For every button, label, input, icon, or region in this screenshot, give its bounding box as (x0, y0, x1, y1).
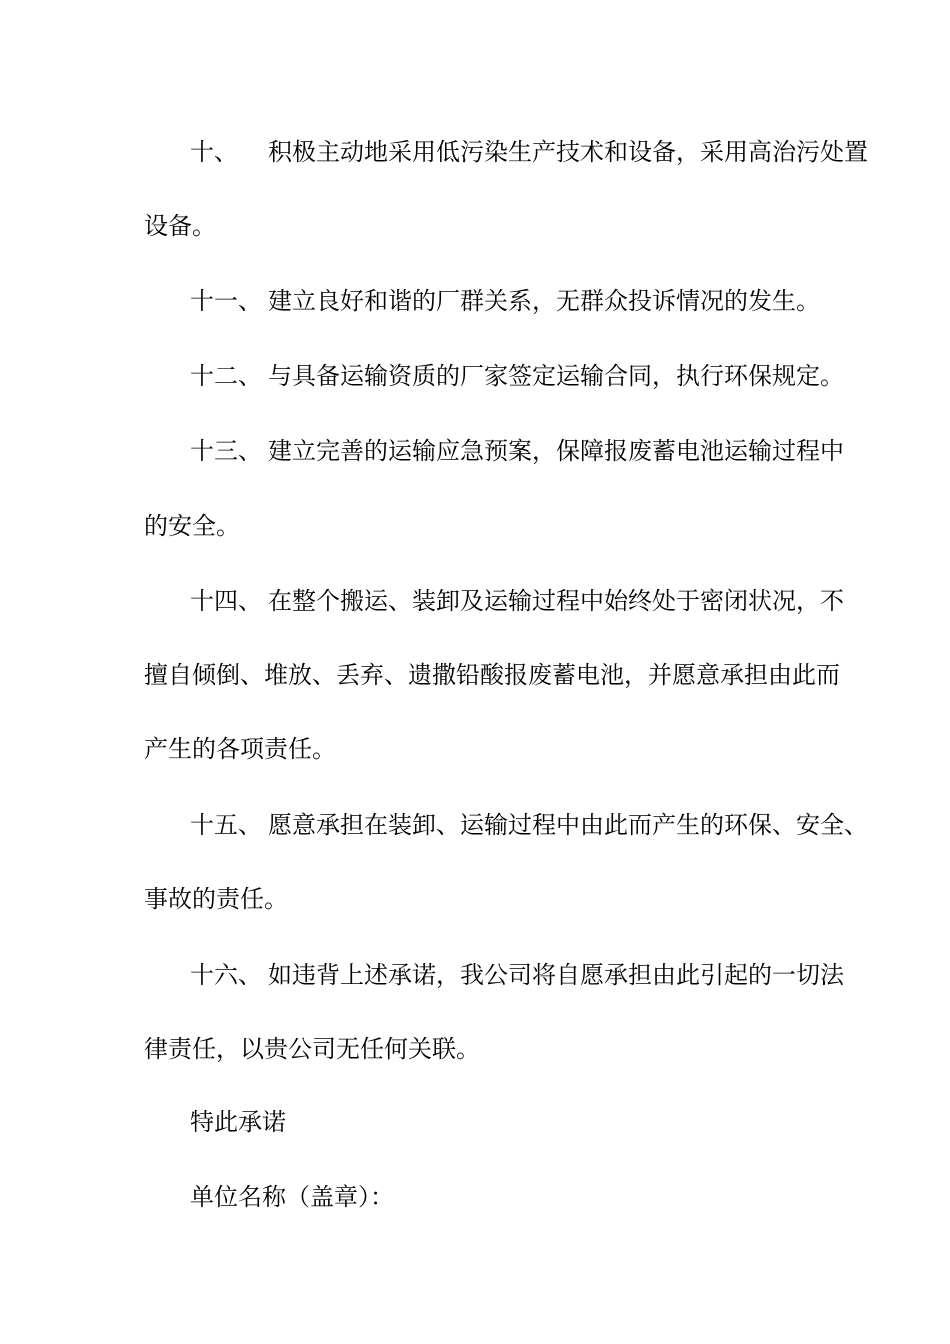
item-text: 的安全。 (144, 512, 240, 540)
item-number: 十五、 (190, 811, 262, 839)
item-text: 产生的各项责任。 (144, 735, 336, 763)
item-11-line-1 (190, 286, 950, 316)
item-15-line-2 (144, 884, 950, 914)
item-text: 擅自倾倒、堆放、丢弃、遗撒铅酸报废蓄电池，并愿意承担由此而 (144, 661, 840, 689)
item-text: 积极主动地采用低污染生产技术和设备，采用高治污处置 (268, 138, 868, 166)
item-13-line-1 (190, 436, 950, 466)
item-number: 十、 (190, 138, 238, 166)
item-number: 十六、 (190, 961, 262, 989)
item-15-line-1 (190, 810, 950, 840)
item-number: 十三、 (190, 437, 262, 465)
item-14-line-2 (144, 660, 950, 690)
item-number: 十一、 (190, 287, 262, 315)
item-text: 建立完善的运输应急预案，保障报废蓄电池运输过程中 (268, 437, 844, 465)
item-text: 愿意承担在装卸、运输过程中由此而产生的环保、安全、 (268, 811, 868, 839)
item-16-line-1 (190, 960, 950, 990)
item-14-line-1 (190, 586, 950, 616)
item-text: 事故的责任。 (144, 885, 288, 913)
item-10-line-1 (190, 137, 950, 167)
item-text: 如违背上述承诺，我公司将自愿承担由此引起的一切法 (268, 961, 844, 989)
item-13-line-2 (144, 511, 950, 541)
item-text: 在整个搬运、装卸及运输过程中始终处于密闭状况，不 (268, 587, 844, 615)
item-text: 设备。 (144, 212, 216, 240)
item-10-line-2 (144, 211, 950, 241)
item-12-line-1 (190, 361, 950, 391)
item-14-line-3 (144, 734, 950, 764)
item-number: 十四、 (190, 587, 262, 615)
item-text: 与具备运输资质的厂家签定运输合同，执行环保规定。 (268, 362, 844, 390)
item-16-line-2 (144, 1034, 950, 1064)
item-text: 律责任，以贵公司无任何关联。 (144, 1035, 480, 1063)
closing-statement: 特此承诺 (190, 1108, 286, 1136)
item-number: 十二、 (190, 362, 262, 390)
item-text: 建立良好和谐的厂群关系，无群众投诉情况的发生。 (268, 287, 820, 315)
signature-label: 单位名称（盖章）： (190, 1183, 394, 1211)
